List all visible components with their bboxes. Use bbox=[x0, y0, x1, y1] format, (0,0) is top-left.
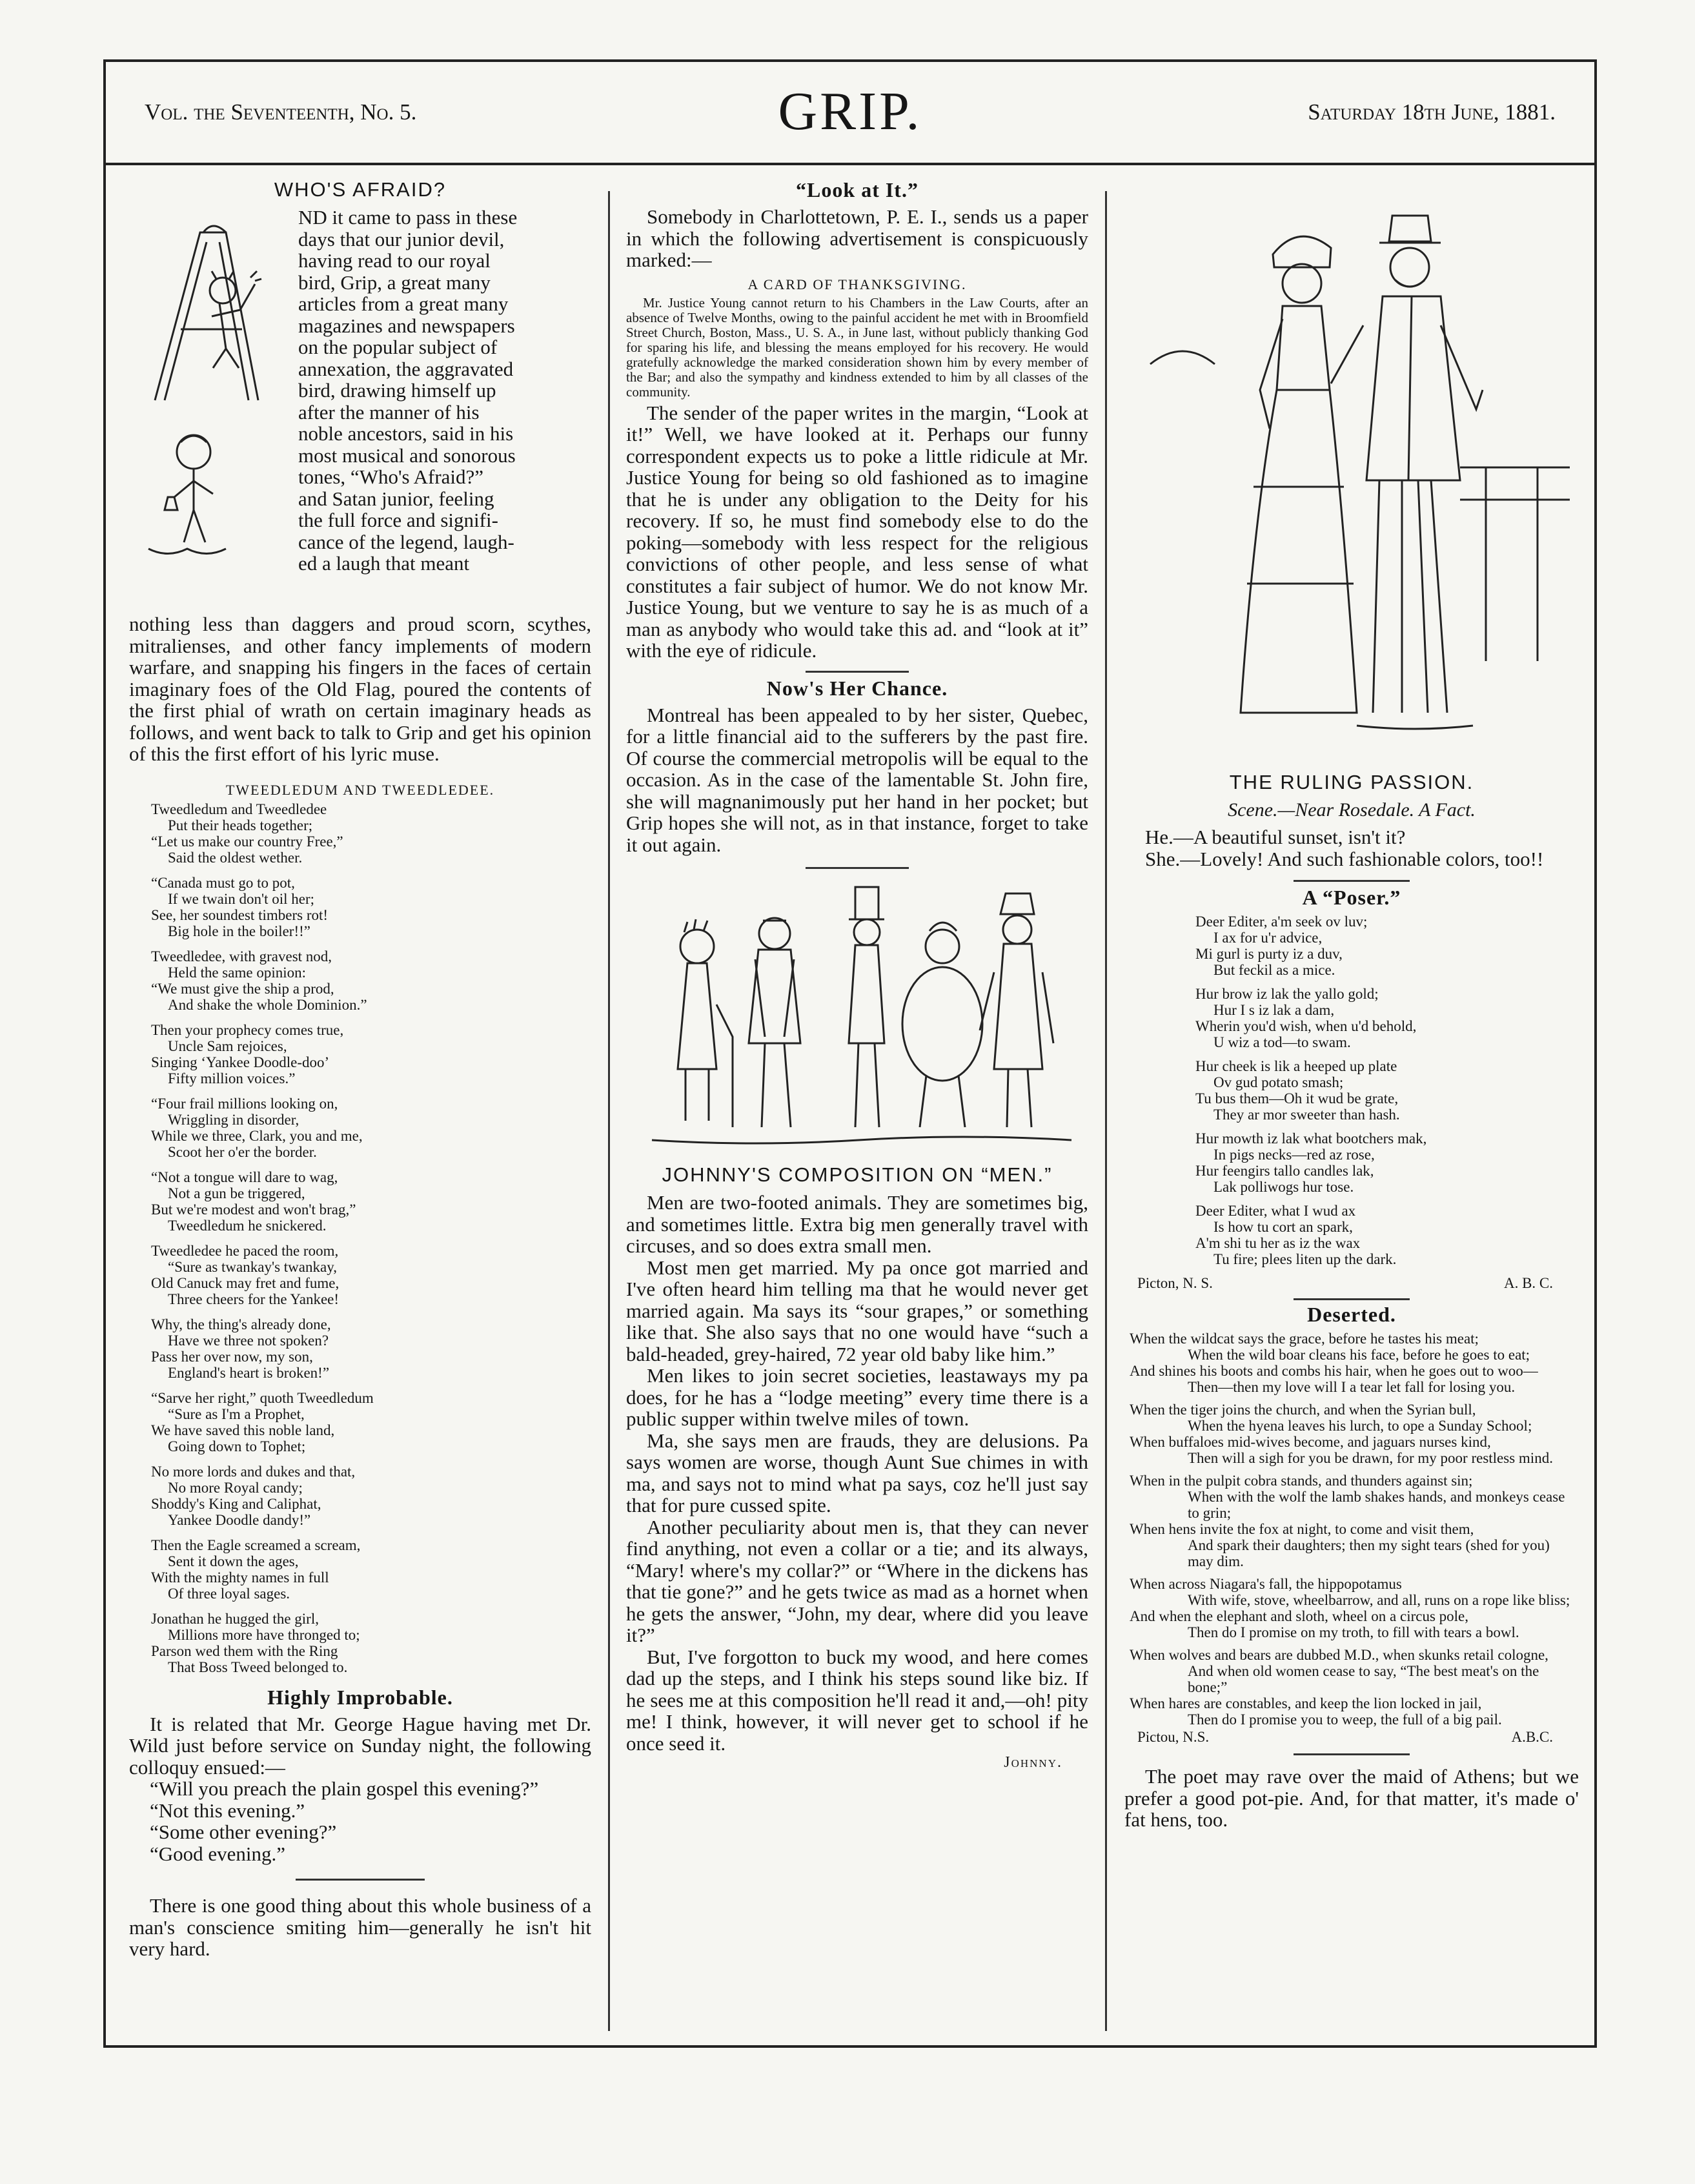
verse-line: Tweedledee, with gravest nod, bbox=[151, 948, 332, 964]
johnny-paragraph: Another peculiarity about men is, that they can never find anything, not even a collar or a tie; and its always, “Mary! where's my collar?” or “Where in the dickens has that tie gone?” and he gets twice as mad as a hornet when he gets the answer, “John, my dear, where did you leave it?” bbox=[626, 1515, 1088, 1646]
article-heading-look-at-it: “Look at It.” bbox=[796, 178, 919, 201]
deserted-place: Pictou, N.S. bbox=[1137, 1729, 1210, 1745]
poser-signature: A. B. C. bbox=[1503, 1275, 1553, 1291]
stanza bbox=[151, 1243, 591, 1307]
verse-line: Tweedledee he paced the room, bbox=[151, 1242, 339, 1259]
verse-line: Hur mowth iz lak what bootchers mak, bbox=[1195, 1130, 1427, 1147]
verse-line: Fifty million voices.” bbox=[168, 1070, 296, 1087]
intro-line: days that our junior devil, bbox=[298, 227, 505, 250]
look-at-it-intro: Somebody in Charlottetown, P. E. I., sends us a paper in which the following advertisement is conspicuously marked:— bbox=[626, 205, 1088, 271]
intro-line: most musical and sonorous bbox=[298, 444, 516, 467]
verse-line: Put their heads together; bbox=[168, 817, 313, 833]
verse-line: Deer Editer, what I wud ax bbox=[1195, 1203, 1356, 1219]
verse-line: When hares are constables, and keep the lion locked in jail, bbox=[1130, 1695, 1482, 1711]
verse-line: Deer Editer, a'm seek ov luv; bbox=[1195, 913, 1368, 930]
verse-line: Hur feengirs tallo candles lak, bbox=[1195, 1163, 1374, 1179]
article-heading-poser: A “Poser.” bbox=[1302, 886, 1401, 909]
intro-line: bird, Grip, a great many bbox=[298, 270, 491, 294]
poem-tweedledum bbox=[129, 801, 591, 1675]
closing-paragraph: There is one good thing about this whole business of a man's conscience smiting him—generally he isn't hit very hard. bbox=[129, 1894, 591, 1960]
stanza bbox=[151, 1537, 591, 1602]
intro-line: noble ancestors, said in his bbox=[298, 422, 514, 445]
intro-line: cance of the legend, laugh- bbox=[298, 530, 514, 553]
verse-line: “Sure as I'm a Prophet, bbox=[168, 1405, 305, 1422]
verse-line: Tweedledum and Tweedledee bbox=[151, 801, 327, 817]
verse-line: We have saved this noble land, bbox=[151, 1422, 335, 1438]
article-heading-ruling-passion: THE RULING PASSION. bbox=[1229, 771, 1474, 793]
stanza bbox=[151, 801, 591, 866]
verse-line: U wiz a tod—to swam. bbox=[1213, 1034, 1351, 1050]
verse-line: Wherin you'd wish, when u'd behold, bbox=[1195, 1018, 1417, 1034]
verse-line: No more Royal candy; bbox=[168, 1479, 303, 1496]
verse-line: Sent it down the ages, bbox=[168, 1553, 299, 1569]
verse-line: Big hole in the boiler!!” bbox=[168, 923, 310, 939]
poser-poem bbox=[1124, 913, 1579, 1267]
intro-line: the full force and signifi- bbox=[298, 509, 498, 531]
stanza bbox=[1195, 986, 1579, 1050]
intro-line: articles from a great many bbox=[298, 292, 509, 315]
johnny-paragraph: But, I've forgotton to buck my wood, and here comes dad up the steps, and I think his steps sound like biz. If he sees me at this composition he'll read it and,—oh! pity me! I think, however, it will never get to school if he once seed it. bbox=[626, 1645, 1088, 1755]
johnny-paragraph: Men likes to join secret societies, leastaways my pa does, for he has a “lodge meeting” every time there is a public supper within twelve miles of town. bbox=[626, 1364, 1088, 1430]
verse-line: “We must give the ship a prod, bbox=[151, 980, 334, 997]
volume-number: Vol. the Seventeenth, No. 5. bbox=[145, 99, 417, 125]
stanza bbox=[1130, 1473, 1579, 1569]
verse-line: Old Canuck may fret and fume, bbox=[151, 1274, 340, 1291]
stanza bbox=[151, 1169, 591, 1234]
verse-line: “Not a tongue will dare to wag, bbox=[151, 1169, 338, 1185]
verse-line: They ar mor sweeter than hash. bbox=[1213, 1107, 1400, 1123]
nows-her-chance-body: Montreal has been appealed to by her sister, Quebec, for a little financial aid to the sufferers by the past fire. Of course the commercial metropolis will be equal to the occasion. As in the case of the lamentable St. John fire, she will magnanimously put her hand in her pocket; but Grip hopes she will not, as in that instance, forget to take it out again. bbox=[626, 703, 1088, 856]
verse-line: Pass her over now, my son, bbox=[151, 1348, 313, 1365]
column-divider bbox=[1105, 191, 1107, 2031]
verse-line: Hur brow iz lak the yallo gold; bbox=[1195, 986, 1379, 1002]
verse-line: When across Niagara's fall, the hippopotamus bbox=[1130, 1576, 1402, 1592]
verse-line: In pigs necks—red az rose, bbox=[1213, 1147, 1375, 1163]
stanza bbox=[151, 1464, 591, 1528]
verse-line: When hens invite the fox at night, to come and visit them, bbox=[1130, 1521, 1474, 1537]
johnny-signature: Johnny. bbox=[1004, 1754, 1062, 1771]
verse-line: Ov gud potato smash; bbox=[1213, 1074, 1344, 1090]
verse-line: I ax for u'r advice, bbox=[1213, 930, 1323, 946]
verse-line: Scoot her o'er the border. bbox=[168, 1143, 317, 1160]
intro-line: ed a laugh that meant bbox=[298, 552, 470, 575]
verse-line: Then the Eagle screamed a scream, bbox=[151, 1536, 361, 1553]
improbable-paragraph: “Good evening.” bbox=[150, 1842, 286, 1865]
improbable-paragraph: “Not this evening.” bbox=[150, 1799, 305, 1822]
verse-line: With wife, stove, wheelbarrow, and all, runs on a rope like bliss; bbox=[1188, 1592, 1570, 1608]
verse-line: Parson wed them with the Ring bbox=[151, 1642, 338, 1659]
verse-line: Mi gurl is purty iz a duv, bbox=[1195, 946, 1343, 962]
column-right bbox=[1113, 170, 1590, 2043]
verse-line: Is how tu cort an spark, bbox=[1213, 1219, 1353, 1235]
verse-line: Lak polliwogs hur tose. bbox=[1213, 1179, 1354, 1195]
deserted-signature-line bbox=[1124, 1729, 1579, 1746]
verse-line: When the hyena leaves his lurch, to ope a Sunday School; bbox=[1188, 1418, 1532, 1434]
section-rule bbox=[1294, 1753, 1410, 1755]
scene-caption: Scene.—Near Rosedale. A Fact. bbox=[1228, 799, 1476, 821]
stanza bbox=[1130, 1647, 1579, 1728]
verse-line: Then do I promise you to weep, the full of a big pail. bbox=[1188, 1711, 1502, 1728]
verse-line: With the mighty names in full bbox=[151, 1569, 329, 1586]
ruling-passion-couple-illustration bbox=[1124, 196, 1579, 764]
verse-line: When with the wolf the lamb shakes hands, and monkeys cease to grin; bbox=[1188, 1489, 1565, 1521]
verse-line: “Sarve her right,” quoth Tweedledum bbox=[151, 1389, 374, 1406]
intro-line: tones, “Who's Afraid?” bbox=[298, 465, 484, 488]
newspaper-title: GRIP. bbox=[778, 81, 922, 141]
verse-line: And shines his boots and combs his hair, when he goes out to woo— bbox=[1130, 1363, 1538, 1379]
verse-line: When the wild boar cleans his face, before he goes to eat; bbox=[1188, 1347, 1530, 1363]
verse-line: See, her soundest timbers rot! bbox=[151, 906, 329, 923]
verse-line: That Boss Tweed belonged to. bbox=[168, 1658, 348, 1675]
improbable-paragraph: “Will you preach the plain gospel this evening?” bbox=[150, 1777, 539, 1800]
verse-line: Then your prophecy comes true, bbox=[151, 1021, 344, 1038]
intro-line: and Satan junior, feeling bbox=[298, 487, 494, 510]
poser-signature-line bbox=[1124, 1275, 1579, 1292]
stanza bbox=[1130, 1576, 1579, 1640]
verse-line: “Canada must go to pot, bbox=[151, 874, 295, 891]
he-line: He.—A beautiful sunset, isn't it? bbox=[1145, 826, 1406, 848]
section-rule bbox=[806, 671, 909, 673]
johnny-paragraph: Most men get married. My pa once got married and I've often heard him telling ma that he would never get married again. Ma says its “sour grapes,” or something like that. She also says that no one would have “such a bald-headed, grey-haired, 72 year old baby like him.” bbox=[626, 1256, 1088, 1365]
deserted-poem bbox=[1124, 1331, 1579, 1728]
stanza bbox=[151, 1316, 591, 1381]
column-left bbox=[117, 170, 603, 2043]
verse-line: No more lords and dukes and that, bbox=[151, 1463, 356, 1480]
verse-line: When the tiger joins the church, and when the Syrian bull, bbox=[1130, 1402, 1476, 1418]
stanza bbox=[1130, 1402, 1579, 1466]
verse-line: Then—then my love will I a tear let fall for losing you. bbox=[1188, 1379, 1516, 1395]
verse-line: When wolves and bears are dubbed M.D., when skunks retail cologne, bbox=[1130, 1647, 1548, 1663]
verse-line: Tu bus them—Oh it wud be grate, bbox=[1195, 1090, 1399, 1107]
intro-line: magazines and newspapers bbox=[298, 314, 515, 337]
verse-line: When the wildcat says the grace, before he tastes his meat; bbox=[1130, 1331, 1479, 1347]
intro-line: on the popular subject of bbox=[298, 336, 498, 358]
look-at-it-body: The sender of the paper writes in the margin, “Look at it!” Well, we have looked at it. Perhaps our funny correspondent expects us to poke a little ridicule at Mr. Justice Young for being so old fashioned as to imagine that he is under any obligation to the Deity for his recovery. If so, he must find somebody else to do the poking—somebody with less respect for the religious convictions of other people, and less sense of what constitutes a fair subject of humor. We do not know Mr. Justice Young, but we venture to say he is as much of a man as anybody who would take this ad. and “look at it” with the eye of ridicule. bbox=[626, 401, 1088, 662]
section-rule bbox=[296, 1879, 425, 1881]
verse-line: Going down to Tophet; bbox=[168, 1438, 306, 1454]
intro-line: annexation, the aggravated bbox=[298, 357, 514, 380]
verse-line: While we three, Clark, you and me, bbox=[151, 1127, 363, 1144]
improbable-paragraph: It is related that Mr. George Hague having met Dr. Wild just before service on Sunday night, the following colloquy ensued:— bbox=[129, 1712, 591, 1779]
verse-line: And spark their daughters; then my sight tears (shed for you) may dim. bbox=[1188, 1537, 1550, 1569]
verse-line: When in the pulpit cobra stands, and thunders against sin; bbox=[1130, 1473, 1473, 1489]
verse-line: When buffaloes mid-wives become, and jaguars nurses kind, bbox=[1130, 1434, 1491, 1450]
issue-date: Saturday 18th June, 1881. bbox=[1308, 99, 1556, 125]
stanza bbox=[1195, 1203, 1579, 1267]
article-heading-johnny-composition: JOHNNY'S COMPOSITION ON “MEN.” bbox=[662, 1163, 1053, 1186]
column-middle bbox=[614, 170, 1100, 2043]
verse-line: Wriggling in disorder, bbox=[168, 1111, 299, 1128]
intro-wrapped-lines bbox=[298, 207, 591, 575]
article-heading-deserted: Deserted. bbox=[1307, 1303, 1396, 1326]
card-title: A CARD OF THANKSGIVING. bbox=[747, 276, 967, 292]
article-heading-whos-afraid: WHO'S AFRAID? bbox=[274, 178, 447, 201]
verse-line: “Four frail millions looking on, bbox=[151, 1095, 338, 1112]
johnny-paragraph: Ma, she says men are frauds, they are delusions. Pa says women are worse, though Aunt Sue chimes in with ma, and says not to mind what pa says, coz he'll just say that for pure cussed spite. bbox=[626, 1429, 1088, 1516]
stanza bbox=[1195, 1130, 1579, 1195]
verse-line: And shake the whole Dominion.” bbox=[168, 996, 367, 1013]
stanza bbox=[151, 1022, 591, 1087]
verse-line: Then do I promise on my troth, to fill with tears a bowl. bbox=[1188, 1624, 1519, 1640]
verse-line: But we're modest and won't brag,” bbox=[151, 1201, 356, 1218]
verse-line: England's heart is broken!” bbox=[168, 1364, 330, 1381]
article-heading-nows-her-chance: Now's Her Chance. bbox=[766, 676, 948, 700]
verse-line: Jonathan he hugged the girl, bbox=[151, 1610, 319, 1627]
verse-line: “Sure as twankay's twankay, bbox=[168, 1258, 337, 1275]
devil-on-letter-a-illustration bbox=[129, 207, 290, 568]
whos-afraid-intro bbox=[129, 207, 591, 613]
verse-line: Have we three not spoken? bbox=[168, 1332, 329, 1349]
verse-line: Then will a sigh for you be drawn, for my poor restless mind. bbox=[1188, 1450, 1553, 1466]
poser-place: Picton, N. S. bbox=[1137, 1275, 1213, 1291]
stanza bbox=[151, 1096, 591, 1160]
verse-line: Three cheers for the Yankee! bbox=[168, 1291, 340, 1307]
stanza bbox=[151, 1611, 591, 1675]
verse-line: Hur cheek is lik a heeped up plate bbox=[1195, 1058, 1397, 1074]
column-divider bbox=[608, 191, 610, 2031]
stanza bbox=[151, 875, 591, 939]
stanza bbox=[1195, 1058, 1579, 1123]
verse-line: Held the same opinion: bbox=[168, 964, 306, 981]
verse-line: But feckil as a mice. bbox=[1213, 962, 1335, 978]
verse-line: And when the elephant and sloth, wheel on a circus pole, bbox=[1130, 1608, 1469, 1624]
section-rule bbox=[1294, 880, 1410, 882]
intro-line: after the manner of his bbox=[298, 400, 480, 424]
intro-line: bird, drawing himself up bbox=[298, 379, 496, 402]
article-heading-highly-improbable: Highly Improbable. bbox=[267, 1685, 453, 1709]
verse-line: Singing ‘Yankee Doodle-doo’ bbox=[151, 1054, 330, 1070]
deserted-signature: A.B.C. bbox=[1511, 1729, 1553, 1745]
stanza bbox=[151, 948, 591, 1013]
verse-line: Not a gun be triggered, bbox=[168, 1185, 305, 1201]
verse-line: Uncle Sam rejoices, bbox=[168, 1037, 287, 1054]
verse-line: And when old women cease to say, “The best meat's on the bone;” bbox=[1188, 1663, 1539, 1695]
she-line: She.—Lovely! And such fashionable colors, too!! bbox=[1145, 847, 1544, 870]
verse-line: Tu fire; plees liten up the dark. bbox=[1213, 1251, 1397, 1267]
card-of-thanksgiving: Mr. Justice Young cannot return to his Chambers in the Law Courts, after an absence of Twelve Months, owing to the painful accident he met with in Broomfield Street Church, Boston, Mass., U. S. A., in June last, without publicly thanking God for sparing his life, and blessing the means employed for his recovery. He would gratefully acknowledge the marked consideration shown him by every member of the Bar; and also the sympathy and kindness extended to him by all classes of the community. bbox=[626, 294, 1088, 400]
verse-line: A'm shi tu her as iz the wax bbox=[1195, 1235, 1361, 1251]
whos-afraid-body: nothing less than daggers and proud scorn, scythes, mitralienses, and other fancy implements of modern warfare, and snapping his fingers in the faces of certain imaginary foes of the Old Flag, poured the contents of the first phial of wrath on certain imaginary heads as follows, and went back to talk to Grip and get his opinion of this the first effort of his lyric muse. bbox=[129, 613, 591, 765]
verse-line: If we twain don't oil her; bbox=[168, 890, 315, 907]
verse-line: Said the oldest wether. bbox=[168, 849, 303, 866]
newspaper-page bbox=[103, 59, 1597, 2048]
poem-title: TWEEDLEDUM AND TWEEDLEDEE. bbox=[225, 781, 495, 798]
stanza bbox=[151, 1390, 591, 1454]
section-rule bbox=[806, 867, 909, 869]
stanza bbox=[1130, 1331, 1579, 1395]
section-rule bbox=[1294, 1298, 1410, 1300]
verse-line: Tweedledum he snickered. bbox=[168, 1217, 327, 1234]
verse-line: Yankee Doodle dandy!” bbox=[168, 1511, 311, 1528]
verse-line: “Let us make our country Free,” bbox=[151, 833, 343, 850]
verse-line: Shoddy's King and Caliphat, bbox=[151, 1495, 321, 1512]
intro-line: ND it came to pass in these bbox=[298, 206, 518, 229]
johnny-paragraph: Men are two-footed animals. They are sometimes big, and sometimes little. Extra big men generally travel with circuses, and so does extra small men. bbox=[626, 1191, 1088, 1257]
stanza bbox=[1195, 913, 1579, 978]
verse-line: Hur I s iz lak a dam, bbox=[1213, 1002, 1335, 1018]
verse-line: Why, the thing's already done, bbox=[151, 1316, 331, 1332]
verse-line: Of three loyal sages. bbox=[168, 1585, 290, 1602]
masthead bbox=[106, 62, 1594, 165]
improbable-paragraph: “Some other evening?” bbox=[150, 1821, 337, 1843]
intro-line: having read to our royal bbox=[298, 249, 491, 272]
pot-pie-paragraph: The poet may rave over the maid of Athens; but we prefer a good pot-pie. And, for that matter, it's made o' fat hens, too. bbox=[1124, 1765, 1579, 1831]
men-cartoon-illustration bbox=[626, 875, 1088, 1159]
verse-line: Millions more have thronged to; bbox=[168, 1626, 360, 1643]
